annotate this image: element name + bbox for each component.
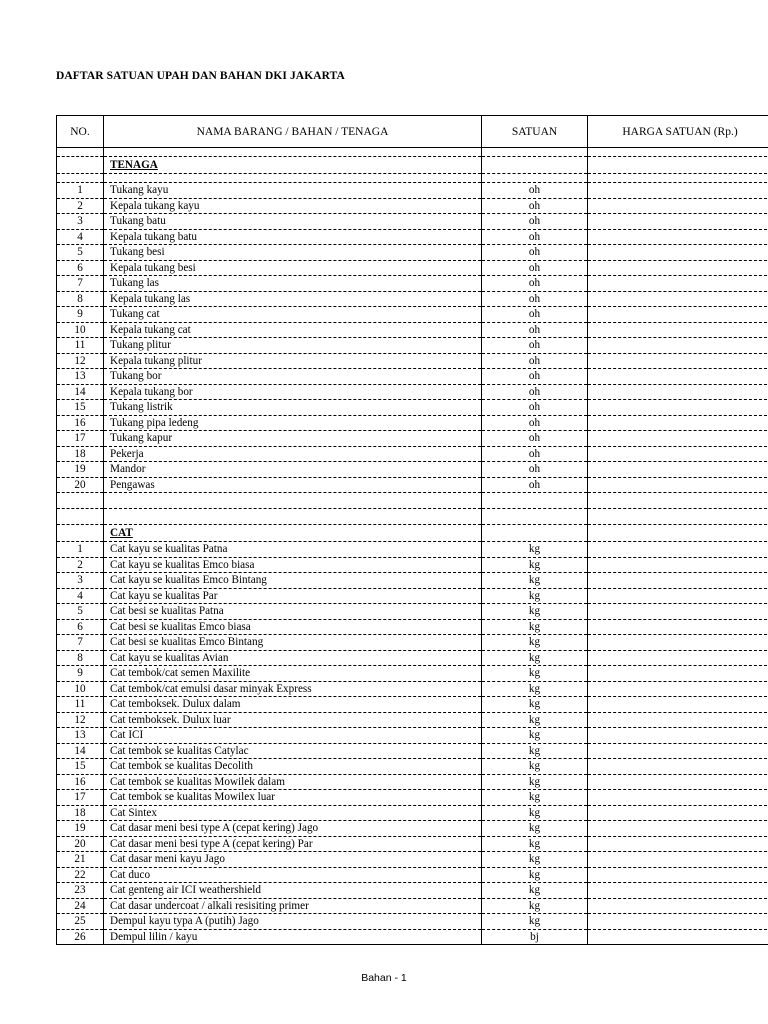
row-harga bbox=[588, 198, 768, 214]
row-no: 8 bbox=[57, 291, 104, 307]
row-satuan: oh bbox=[482, 384, 588, 400]
row-no: 5 bbox=[57, 604, 104, 620]
row-harga bbox=[588, 229, 768, 245]
section-label-cell bbox=[104, 157, 482, 174]
row-harga bbox=[588, 415, 768, 431]
table-row bbox=[57, 477, 768, 493]
row-satuan: oh bbox=[482, 291, 588, 307]
row-no: 15 bbox=[57, 400, 104, 416]
table-row bbox=[57, 542, 768, 558]
row-no: 11 bbox=[57, 697, 104, 713]
row-harga bbox=[588, 728, 768, 744]
table-row bbox=[57, 369, 768, 385]
table-row bbox=[57, 573, 768, 589]
table-row bbox=[57, 214, 768, 230]
row-harga bbox=[588, 697, 768, 713]
row-satuan: oh bbox=[482, 369, 588, 385]
table-row bbox=[57, 400, 768, 416]
row-harga bbox=[588, 369, 768, 385]
row-no: 25 bbox=[57, 914, 104, 930]
row-harga bbox=[588, 573, 768, 589]
row-no: 2 bbox=[57, 198, 104, 214]
section-no-cell bbox=[57, 525, 104, 542]
empty-cell bbox=[588, 493, 768, 509]
table-row bbox=[57, 557, 768, 573]
row-nama: Kepala tukang las bbox=[104, 291, 482, 307]
row-harga bbox=[588, 898, 768, 914]
row-no: 14 bbox=[57, 384, 104, 400]
row-satuan: oh bbox=[482, 229, 588, 245]
row-satuan: kg bbox=[482, 619, 588, 635]
row-satuan: oh bbox=[482, 338, 588, 354]
table-row bbox=[57, 198, 768, 214]
table-row bbox=[57, 384, 768, 400]
row-nama: Tukang kayu bbox=[104, 183, 482, 199]
row-satuan: kg bbox=[482, 557, 588, 573]
table-row bbox=[57, 867, 768, 883]
row-satuan: kg bbox=[482, 883, 588, 899]
row-nama: Cat dasar meni besi type A (cepat kering) Jago bbox=[104, 821, 482, 837]
row-nama: Cat besi se kualitas Emco biasa bbox=[104, 619, 482, 635]
row-nama: Dempul kayu typa A (putih) Jago bbox=[104, 914, 482, 930]
row-no: 22 bbox=[57, 867, 104, 883]
row-satuan: kg bbox=[482, 650, 588, 666]
row-no: 7 bbox=[57, 276, 104, 292]
row-satuan: oh bbox=[482, 260, 588, 276]
row-harga bbox=[588, 666, 768, 682]
table-row bbox=[57, 260, 768, 276]
row-satuan: kg bbox=[482, 805, 588, 821]
section-no-cell bbox=[57, 157, 104, 174]
row-satuan: kg bbox=[482, 588, 588, 604]
row-no: 16 bbox=[57, 415, 104, 431]
row-satuan: oh bbox=[482, 431, 588, 447]
row-harga bbox=[588, 712, 768, 728]
empty-cell bbox=[104, 509, 482, 525]
row-nama: Tukang pipa ledeng bbox=[104, 415, 482, 431]
row-satuan: kg bbox=[482, 573, 588, 589]
table-row bbox=[57, 759, 768, 775]
row-no: 6 bbox=[57, 260, 104, 276]
empty-cell bbox=[104, 174, 482, 183]
row-nama: Cat besi se kualitas Emco Bintang bbox=[104, 635, 482, 651]
table-row bbox=[57, 338, 768, 354]
row-nama: Kepala tukang bor bbox=[104, 384, 482, 400]
row-satuan: kg bbox=[482, 681, 588, 697]
table-row bbox=[57, 229, 768, 245]
page-footer: Bahan - 1 bbox=[361, 972, 407, 984]
row-satuan: kg bbox=[482, 836, 588, 852]
table-body bbox=[57, 148, 768, 945]
row-harga bbox=[588, 774, 768, 790]
row-no: 19 bbox=[57, 462, 104, 478]
empty-cell bbox=[482, 148, 588, 157]
row-harga bbox=[588, 852, 768, 868]
section-label-cell bbox=[104, 525, 482, 542]
empty-cell bbox=[57, 509, 104, 525]
row-no: 4 bbox=[57, 229, 104, 245]
row-no: 17 bbox=[57, 790, 104, 806]
document-title: DAFTAR SATUAN UPAH DAN BAHAN DKI JAKARTA bbox=[56, 70, 345, 82]
empty-cell bbox=[588, 174, 768, 183]
row-harga bbox=[588, 759, 768, 775]
row-no: 26 bbox=[57, 929, 104, 945]
row-no: 23 bbox=[57, 883, 104, 899]
row-no: 1 bbox=[57, 542, 104, 558]
row-satuan: kg bbox=[482, 867, 588, 883]
empty-cell bbox=[104, 148, 482, 157]
row-harga bbox=[588, 929, 768, 945]
row-no: 11 bbox=[57, 338, 104, 354]
row-harga bbox=[588, 384, 768, 400]
row-no: 10 bbox=[57, 681, 104, 697]
row-harga bbox=[588, 183, 768, 199]
row-no: 13 bbox=[57, 369, 104, 385]
row-nama: Cat tembok se kualitas Mowilek dalam bbox=[104, 774, 482, 790]
row-harga bbox=[588, 805, 768, 821]
row-nama: Mandor bbox=[104, 462, 482, 478]
row-no: 12 bbox=[57, 712, 104, 728]
row-nama: Cat Sintex bbox=[104, 805, 482, 821]
row-harga bbox=[588, 867, 768, 883]
table-row bbox=[57, 898, 768, 914]
row-harga bbox=[588, 214, 768, 230]
row-harga bbox=[588, 588, 768, 604]
row-satuan: kg bbox=[482, 542, 588, 558]
row-harga bbox=[588, 307, 768, 323]
row-nama: Cat tembok se kualitas Mowilex luar bbox=[104, 790, 482, 806]
table-row bbox=[57, 183, 768, 199]
row-nama: Kepala tukang besi bbox=[104, 260, 482, 276]
section-satuan-cell bbox=[482, 157, 588, 174]
empty-cell bbox=[482, 174, 588, 183]
row-harga bbox=[588, 681, 768, 697]
row-no: 9 bbox=[57, 307, 104, 323]
row-harga bbox=[588, 400, 768, 416]
empty-cell bbox=[588, 148, 768, 157]
row-satuan: bj bbox=[482, 929, 588, 945]
empty-cell bbox=[588, 509, 768, 525]
row-harga bbox=[588, 260, 768, 276]
table-row bbox=[57, 462, 768, 478]
row-nama: Cat kayu se kualitas Patna bbox=[104, 542, 482, 558]
row-satuan: oh bbox=[482, 322, 588, 338]
row-harga bbox=[588, 604, 768, 620]
table-row bbox=[57, 774, 768, 790]
row-satuan: kg bbox=[482, 666, 588, 682]
section-row bbox=[57, 525, 768, 542]
table-row bbox=[57, 353, 768, 369]
row-satuan: oh bbox=[482, 462, 588, 478]
row-no: 1 bbox=[57, 183, 104, 199]
header-nama: NAMA BARANG / BAHAN / TENAGA bbox=[104, 116, 482, 148]
table-row bbox=[57, 743, 768, 759]
section-label: TENAGA bbox=[110, 159, 158, 171]
row-harga bbox=[588, 462, 768, 478]
row-nama: Tukang plitur bbox=[104, 338, 482, 354]
table-row bbox=[57, 821, 768, 837]
row-harga bbox=[588, 276, 768, 292]
table-row bbox=[57, 681, 768, 697]
row-no: 9 bbox=[57, 666, 104, 682]
row-satuan: kg bbox=[482, 728, 588, 744]
table-row bbox=[57, 446, 768, 462]
section-harga-cell bbox=[588, 525, 768, 542]
row-no: 3 bbox=[57, 214, 104, 230]
row-satuan: oh bbox=[482, 353, 588, 369]
row-satuan: kg bbox=[482, 697, 588, 713]
row-nama: Cat kayu se kualitas Avian bbox=[104, 650, 482, 666]
table-row bbox=[57, 929, 768, 945]
row-satuan: kg bbox=[482, 635, 588, 651]
header-satuan: SATUAN bbox=[482, 116, 588, 148]
table-row bbox=[57, 697, 768, 713]
row-nama: Tukang listrik bbox=[104, 400, 482, 416]
row-no: 16 bbox=[57, 774, 104, 790]
row-satuan: oh bbox=[482, 446, 588, 462]
row-satuan: kg bbox=[482, 774, 588, 790]
row-no: 21 bbox=[57, 852, 104, 868]
table-header-row bbox=[57, 116, 768, 148]
row-nama: Tukang las bbox=[104, 276, 482, 292]
row-no: 2 bbox=[57, 557, 104, 573]
empty-cell bbox=[104, 493, 482, 509]
row-satuan: kg bbox=[482, 852, 588, 868]
row-nama: Cat temboksek. Dulux dalam bbox=[104, 697, 482, 713]
row-harga bbox=[588, 635, 768, 651]
row-satuan: oh bbox=[482, 245, 588, 261]
section-harga-cell bbox=[588, 157, 768, 174]
table-row bbox=[57, 883, 768, 899]
row-satuan: oh bbox=[482, 198, 588, 214]
row-no: 24 bbox=[57, 898, 104, 914]
table-row bbox=[57, 635, 768, 651]
row-nama: Tukang kapur bbox=[104, 431, 482, 447]
table-row bbox=[57, 431, 768, 447]
row-no: 20 bbox=[57, 836, 104, 852]
row-harga bbox=[588, 914, 768, 930]
row-nama: Tukang bor bbox=[104, 369, 482, 385]
table-row bbox=[57, 728, 768, 744]
price-table bbox=[56, 115, 768, 945]
row-nama: Kepala tukang kayu bbox=[104, 198, 482, 214]
row-no: 18 bbox=[57, 805, 104, 821]
row-harga bbox=[588, 619, 768, 635]
row-harga bbox=[588, 291, 768, 307]
row-no: 6 bbox=[57, 619, 104, 635]
row-no: 8 bbox=[57, 650, 104, 666]
row-nama: Cat kayu se kualitas Emco biasa bbox=[104, 557, 482, 573]
spacer-row bbox=[57, 509, 768, 525]
empty-cell bbox=[482, 509, 588, 525]
row-satuan: oh bbox=[482, 183, 588, 199]
row-harga bbox=[588, 650, 768, 666]
row-satuan: kg bbox=[482, 743, 588, 759]
row-no: 7 bbox=[57, 635, 104, 651]
row-satuan: oh bbox=[482, 276, 588, 292]
row-no: 12 bbox=[57, 353, 104, 369]
row-harga bbox=[588, 821, 768, 837]
row-no: 10 bbox=[57, 322, 104, 338]
row-satuan: oh bbox=[482, 415, 588, 431]
empty-cell bbox=[57, 174, 104, 183]
row-nama: Pengawas bbox=[104, 477, 482, 493]
table-row bbox=[57, 291, 768, 307]
table-row bbox=[57, 914, 768, 930]
row-nama: Cat kayu se kualitas Emco Bintang bbox=[104, 573, 482, 589]
table-row bbox=[57, 415, 768, 431]
row-satuan: kg bbox=[482, 898, 588, 914]
row-harga bbox=[588, 836, 768, 852]
row-nama: Cat genteng air ICI weathershield bbox=[104, 883, 482, 899]
table-row bbox=[57, 666, 768, 682]
table-row bbox=[57, 276, 768, 292]
table-row bbox=[57, 805, 768, 821]
row-nama: Cat tembok/cat semen Maxilite bbox=[104, 666, 482, 682]
spacer-row bbox=[57, 148, 768, 157]
row-satuan: kg bbox=[482, 604, 588, 620]
row-harga bbox=[588, 353, 768, 369]
row-harga bbox=[588, 245, 768, 261]
row-satuan: kg bbox=[482, 712, 588, 728]
row-harga bbox=[588, 743, 768, 759]
table-row bbox=[57, 790, 768, 806]
empty-cell bbox=[57, 148, 104, 157]
row-nama: Kepala tukang batu bbox=[104, 229, 482, 245]
table-row bbox=[57, 619, 768, 635]
row-satuan: oh bbox=[482, 477, 588, 493]
row-satuan: kg bbox=[482, 914, 588, 930]
row-harga bbox=[588, 790, 768, 806]
header-no: NO. bbox=[57, 116, 104, 148]
table-row bbox=[57, 604, 768, 620]
row-no: 13 bbox=[57, 728, 104, 744]
empty-cell bbox=[57, 493, 104, 509]
row-nama: Cat dasar meni kayu Jago bbox=[104, 852, 482, 868]
row-harga bbox=[588, 883, 768, 899]
row-nama: Cat duco bbox=[104, 867, 482, 883]
row-nama: Kepala tukang cat bbox=[104, 322, 482, 338]
spacer-row bbox=[57, 174, 768, 183]
table-row bbox=[57, 836, 768, 852]
empty-cell bbox=[482, 493, 588, 509]
row-nama: Tukang batu bbox=[104, 214, 482, 230]
row-no: 15 bbox=[57, 759, 104, 775]
section-row bbox=[57, 157, 768, 174]
header-harga: HARGA SATUAN (Rp.) bbox=[588, 116, 768, 148]
row-nama: Cat dasar meni besi type A (cepat kering) Par bbox=[104, 836, 482, 852]
section-satuan-cell bbox=[482, 525, 588, 542]
row-nama: Cat dasar undercoat / alkali resisiting primer bbox=[104, 898, 482, 914]
row-nama: Cat tembok se kualitas Catylac bbox=[104, 743, 482, 759]
row-no: 17 bbox=[57, 431, 104, 447]
row-satuan: kg bbox=[482, 821, 588, 837]
row-satuan: oh bbox=[482, 214, 588, 230]
row-nama: Tukang cat bbox=[104, 307, 482, 323]
row-harga bbox=[588, 542, 768, 558]
row-satuan: kg bbox=[482, 790, 588, 806]
row-harga bbox=[588, 446, 768, 462]
table-row bbox=[57, 852, 768, 868]
table-row bbox=[57, 322, 768, 338]
row-nama: Cat besi se kualitas Patna bbox=[104, 604, 482, 620]
row-no: 18 bbox=[57, 446, 104, 462]
price-table-container bbox=[56, 115, 768, 945]
spacer-row bbox=[57, 493, 768, 509]
row-nama: Dempul lilin / kayu bbox=[104, 929, 482, 945]
row-satuan: oh bbox=[482, 307, 588, 323]
row-no: 3 bbox=[57, 573, 104, 589]
row-nama: Cat ICI bbox=[104, 728, 482, 744]
row-nama: Tukang besi bbox=[104, 245, 482, 261]
row-nama: Kepala tukang plitur bbox=[104, 353, 482, 369]
row-nama: Cat kayu se kualitas Par bbox=[104, 588, 482, 604]
row-harga bbox=[588, 322, 768, 338]
row-nama: Cat tembok se kualitas Decolith bbox=[104, 759, 482, 775]
row-no: 4 bbox=[57, 588, 104, 604]
section-label: CAT bbox=[110, 527, 133, 539]
row-satuan: oh bbox=[482, 400, 588, 416]
row-harga bbox=[588, 557, 768, 573]
row-nama: Cat tembok/cat emulsi dasar minyak Express bbox=[104, 681, 482, 697]
row-no: 5 bbox=[57, 245, 104, 261]
row-harga bbox=[588, 477, 768, 493]
table-row bbox=[57, 712, 768, 728]
row-nama: Cat temboksek. Dulux luar bbox=[104, 712, 482, 728]
row-nama: Pekerja bbox=[104, 446, 482, 462]
table-row bbox=[57, 245, 768, 261]
row-no: 14 bbox=[57, 743, 104, 759]
row-harga bbox=[588, 431, 768, 447]
row-harga bbox=[588, 338, 768, 354]
row-no: 19 bbox=[57, 821, 104, 837]
table-row bbox=[57, 650, 768, 666]
row-no: 20 bbox=[57, 477, 104, 493]
table-row bbox=[57, 588, 768, 604]
row-satuan: kg bbox=[482, 759, 588, 775]
table-row bbox=[57, 307, 768, 323]
